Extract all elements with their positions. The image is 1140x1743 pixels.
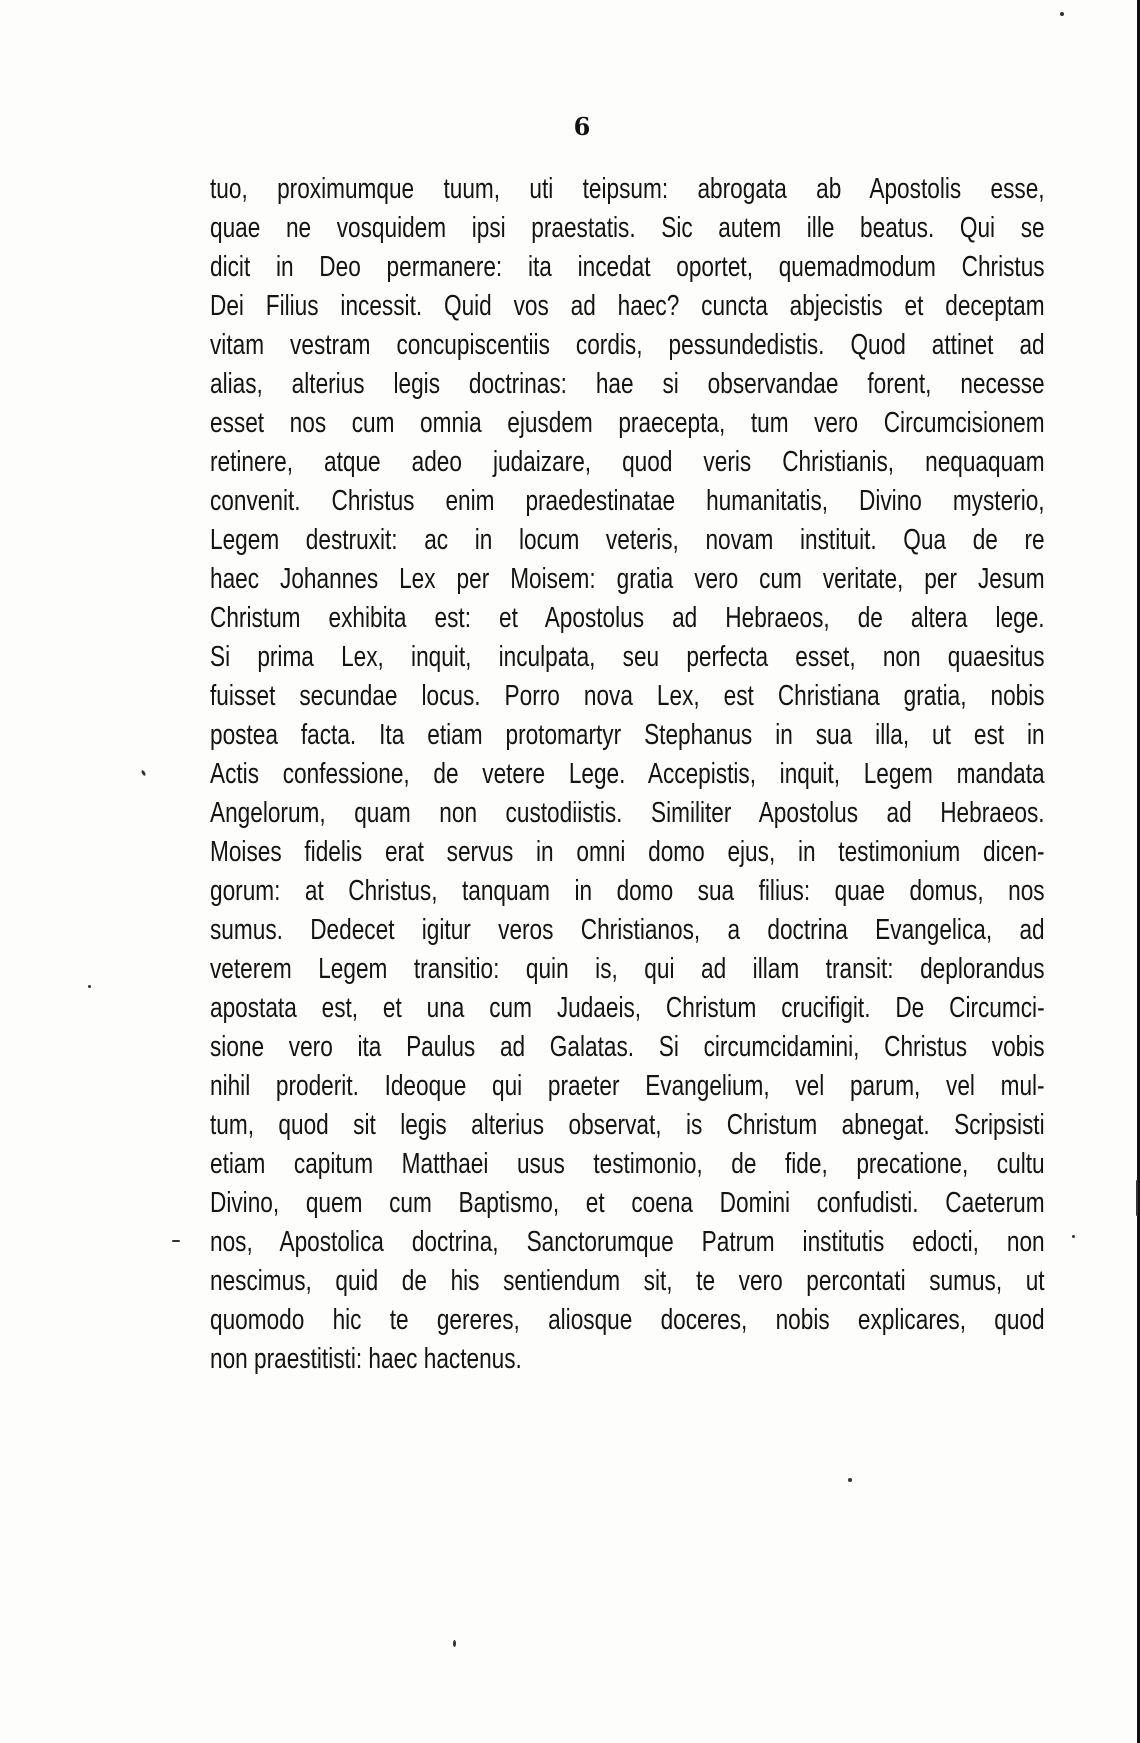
text-line: haec Johannes Lex per Moisem: gratia vero cum veritate, per Jesum [210,563,1045,595]
text-line: retinere, atque adeo judaizare, quod veris Christianis, nequaquam [210,446,1045,478]
text-line: nescimus, quid de his sentiendum sit, te vero percontati sumus, ut [210,1265,1045,1297]
scan-speck [1136,1180,1138,1216]
text-line: Dei Filius incessit. Quid vos ad haec? cuncta abjecistis et deceptam [210,290,1045,322]
text-line: apostata est, et una cum Judaeis, Christum crucifigit. De Circumci- [210,992,1045,1024]
scan-speck [453,1640,456,1647]
text-line: Moises fidelis erat servus in omni domo ejus, in testimonium dicen- [210,836,1045,868]
text-line: gorum: at Christus, tanquam in domo sua filius: quae domus, nos [210,875,1045,907]
text-line: Actis confessione, de vetere Lege. Accepistis, inquit, Legem mandata [210,758,1045,790]
scan-speck [172,1240,180,1242]
scan-speck [88,985,91,988]
text-line: sione vero ita Paulus ad Galatas. Si circumcidamini, Christus vobis [210,1031,1045,1063]
text-line: Divino, quem cum Baptismo, et coena Domini confudisti. Caeterum [210,1187,1045,1219]
text-line: tuo, proximumque tuum, uti teipsum: abrogata ab Apostolis esse, [210,173,1045,205]
text-line: tum, quod sit legis alterius observat, is Christum abnegat. Scripsisti [210,1109,1045,1141]
text-line: fuisset secundae locus. Porro nova Lex, est Christiana gratia, nobis [210,680,1045,712]
page-number: 6 [573,112,591,141]
text-line: non praestitisti: haec hactenus. [210,1343,522,1375]
text-line: postea facta. Ita etiam protomartyr Stephanus in sua illa, ut est in [210,719,1045,751]
text-line: alias, alterius legis doctrinas: hae si observandae forent, necesse [210,368,1045,400]
text-line: etiam capitum Matthaei usus testimonio, de fide, precatione, cultu [210,1148,1045,1180]
text-line: nos, Apostolica doctrina, Sanctorumque Patrum institutis edocti, non [210,1226,1045,1258]
scan-speck [848,1478,852,1482]
text-line: Legem destruxit: ac in locum veteris, novam instituit. Qua de re [210,524,1045,556]
text-line: Si prima Lex, inquit, inculpata, seu perfecta esset, non quaesitus [210,641,1045,673]
text-line: vitam vestram concupiscentiis cordis, pessundedistis. Quod attinet ad [210,329,1045,361]
scan-speck [141,770,147,777]
text-line: sumus. Dedecet igitur veros Christianos, a doctrina Evangelica, ad [210,914,1045,946]
body-text [210,170,1045,1379]
text-line: dicit in Deo permanere: ita incedat oportet, quemadmodum Christus [210,251,1045,283]
scan-speck [1072,1235,1075,1238]
text-line: convenit. Christus enim praedestinatae humanitatis, Divino mysterio, [210,485,1045,517]
text-line: veterem Legem transitio: quin is, qui ad illam transit: deplorandus [210,953,1045,985]
text-line: quae ne vosquidem ipsi praestatis. Sic autem ille beatus. Qui se [210,212,1045,244]
text-line: nihil proderit. Ideoque qui praeter Evangelium, vel parum, vel mul- [210,1070,1045,1102]
scan-speck [1060,12,1064,16]
text-line: Christum exhibita est: et Apostolus ad Hebraeos, de altera lege. [210,602,1045,634]
text-line: quomodo hic te gereres, aliosque doceres, nobis explicares, quod [210,1304,1045,1336]
text-line: Angelorum, quam non custodiistis. Similiter Apostolus ad Hebraeos. [210,797,1045,829]
text-line: esset nos cum omnia ejusdem praecepta, tum vero Circumcisionem [210,407,1045,439]
